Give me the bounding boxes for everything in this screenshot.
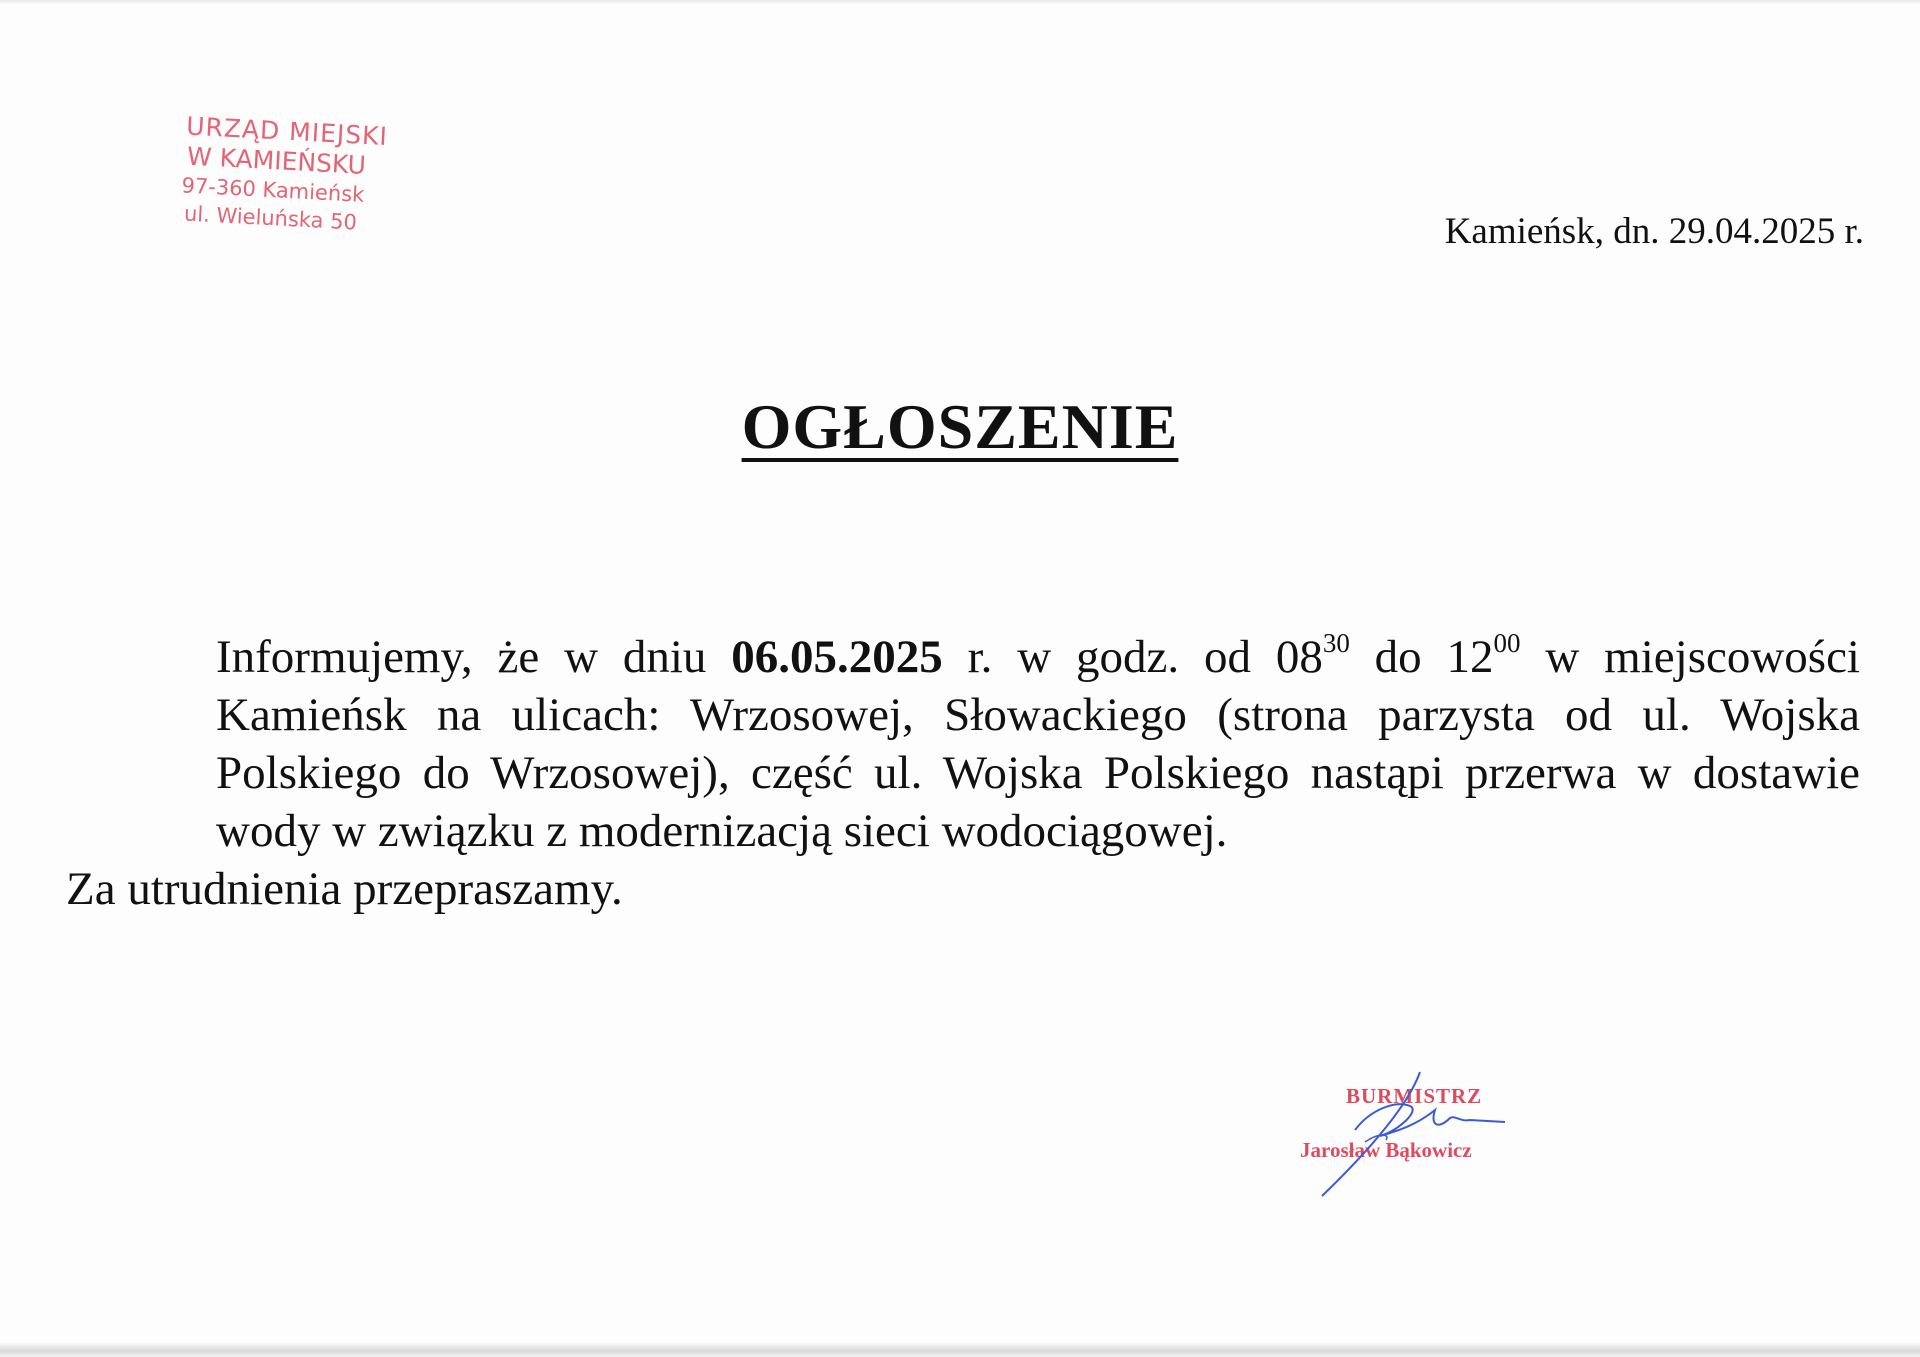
announcement-body <box>66 628 1860 918</box>
body-intro: Informujemy, że w dniu <box>216 631 732 683</box>
stamp-line-4: ul. Wieluńska 50 <box>183 201 358 235</box>
document-title <box>0 390 1920 464</box>
stamp-line-3: 97-360 Kamieńsk <box>180 173 365 207</box>
stamp-line-2: W KAMIEŃSKU <box>186 141 367 180</box>
scan-edge-bottom <box>0 1342 1920 1357</box>
signature-name: Jarosław Bąkowicz <box>1300 1138 1472 1162</box>
body-rest: w miejscowości Kamieńsk na ulicach: Wrzosowej, Słowackiego (strona parzysta od ul. Wojska Polskiego do Wrzosowej), część ul. Wojska Polskiego nastąpi przerwa w dostawie wody w związku z modernizacją sieci wodociągowej. <box>216 631 1860 857</box>
body-after-date: r. w godz. od 08 <box>942 631 1323 683</box>
stamp-line-1: URZĄD MIEJSKI <box>185 111 389 152</box>
scan-edge-top <box>0 0 1920 4</box>
time-end-minutes: 00 <box>1493 628 1521 658</box>
body-between-times: do 12 <box>1349 631 1494 683</box>
office-stamp <box>152 110 418 239</box>
time-start-minutes: 30 <box>1322 628 1350 658</box>
closing-line: Za utrudnienia przepraszamy. <box>66 863 623 915</box>
signature-title: BURMISTRZ <box>1346 1084 1483 1108</box>
document-title-text: OGŁOSZENIE <box>741 391 1179 462</box>
body-date: 06.05.2025 <box>731 631 943 683</box>
signature-block <box>1260 1070 1560 1210</box>
handwritten-signature <box>1260 1070 1560 1210</box>
announcement-paragraph <box>66 628 1860 860</box>
date-line: Kamieńsk, dn. 29.04.2025 r. <box>1444 211 1864 252</box>
